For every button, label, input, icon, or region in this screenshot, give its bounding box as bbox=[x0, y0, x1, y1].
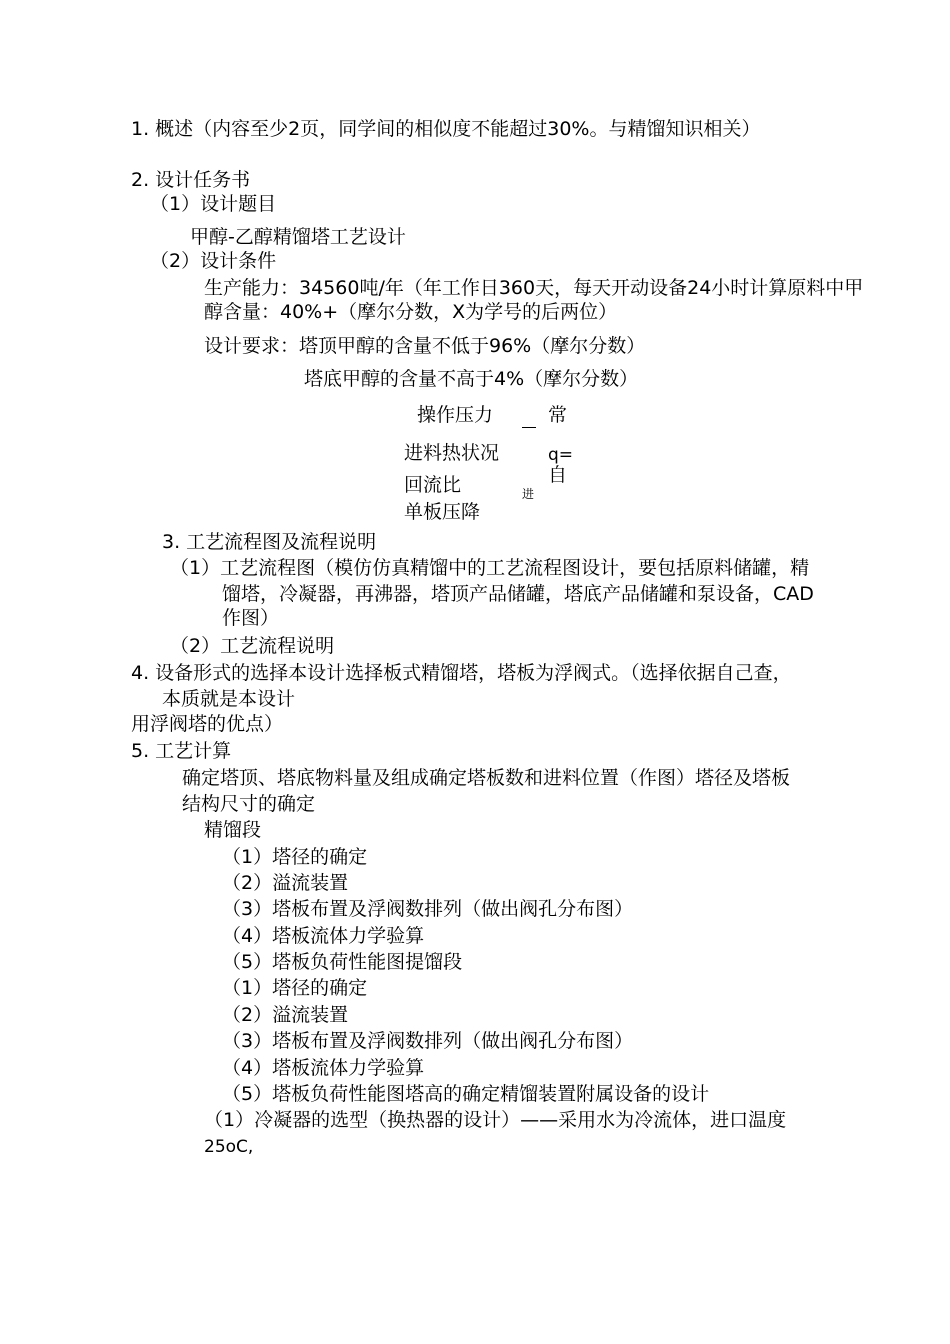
rect-item-1: （1）塔径的确定 bbox=[222, 846, 368, 868]
section-5-heading: 5. 工艺计算 bbox=[131, 740, 232, 762]
flowsheet-line-3: 作图） bbox=[222, 607, 280, 629]
rect-item-4: （4）塔板流体力学验算 bbox=[222, 925, 425, 947]
section-4-line-2: 本质就是本设计 bbox=[162, 688, 296, 710]
section-4-line-3: 用浮阀塔的优点） bbox=[131, 713, 284, 735]
feed-state-value: q= bbox=[548, 445, 574, 465]
requirement-top: 设计要求：塔顶甲醇的含量不低于96%（摩尔分数） bbox=[204, 335, 646, 357]
section-3-heading: 3. 工艺流程图及流程说明 bbox=[162, 531, 377, 553]
strip-item-2: （2）溢流装置 bbox=[222, 1004, 349, 1026]
flowsheet-line-2: 馏塔，冷凝器，再沸器，塔顶产品储罐，塔底产品储罐和泵设备，CAD bbox=[222, 583, 814, 605]
rect-item-2: （2）溢流装置 bbox=[222, 872, 349, 894]
capacity-line-2: 醇含量：40%+（摩尔分数，X为学号的后两位） bbox=[204, 301, 618, 323]
section-2-heading: 2. 设计任务书 bbox=[131, 169, 251, 191]
feed-state-label: 进料热状况 bbox=[404, 442, 500, 464]
condenser-line-2: 25oC, bbox=[204, 1137, 254, 1157]
strip-item-1: （1）塔径的确定 bbox=[222, 977, 368, 999]
process-calc-line-1: 确定塔顶、塔底物料量及组成确定塔板数和进料位置（作图）塔径及塔板 bbox=[182, 767, 791, 789]
pressure-underline bbox=[522, 427, 536, 428]
section-1-overview: 1. 概述（内容至少2页，同学间的相似度不能超过30%。与精馏知识相关） bbox=[131, 118, 761, 140]
section-4-line-1: 4. 设备形式的选择本设计选择板式精馏塔，塔板为浮阀式。（选择依据自己查， bbox=[131, 662, 792, 684]
pressure-label: 操作压力 bbox=[417, 404, 494, 426]
capacity-line-1: 生产能力：34560吨/年（年工作日360天，每天开动设备24小时计算原料中甲 bbox=[204, 277, 864, 299]
rectifying-section-heading: 精馏段 bbox=[204, 819, 262, 841]
strip-item-3: （3）塔板布置及浮阀数排列（做出阀孔分布图） bbox=[222, 1030, 634, 1052]
design-conditions-heading: （2）设计条件 bbox=[150, 250, 277, 272]
reflux-value: 自 bbox=[548, 464, 568, 486]
strip-item-4: （4）塔板流体力学验算 bbox=[222, 1057, 425, 1079]
design-topic: 甲醇-乙醇精馏塔工艺设计 bbox=[190, 226, 406, 248]
condenser-line-1: （1）冷凝器的选型（换热器的设计）——采用水为冷流体，进口温度 bbox=[204, 1109, 787, 1131]
design-topic-heading: （1）设计题目 bbox=[150, 193, 277, 215]
plate-pressure-drop-label: 单板压降 bbox=[404, 501, 481, 523]
strip-item-5: （5）塔板负荷性能图塔高的确定精馏装置附属设备的设计 bbox=[222, 1083, 710, 1105]
flowsheet-description: （2）工艺流程说明 bbox=[170, 635, 335, 657]
requirement-bottom: 塔底甲醇的含量不高于4%（摩尔分数） bbox=[304, 368, 639, 390]
rect-item-5: （5）塔板负荷性能图提馏段 bbox=[222, 951, 463, 973]
flowsheet-line-1: （1）工艺流程图（模仿仿真精馏中的工艺流程图设计，要包括原料储罐，精 bbox=[170, 557, 810, 579]
pressure-value: 常 bbox=[548, 404, 568, 426]
rect-item-3: （3）塔板布置及浮阀数排列（做出阀孔分布图） bbox=[222, 898, 634, 920]
reflux-label: 回流比 bbox=[404, 474, 462, 496]
clipped-glyph: 进 bbox=[522, 487, 535, 501]
process-calc-line-2: 结构尺寸的确定 bbox=[182, 793, 316, 815]
